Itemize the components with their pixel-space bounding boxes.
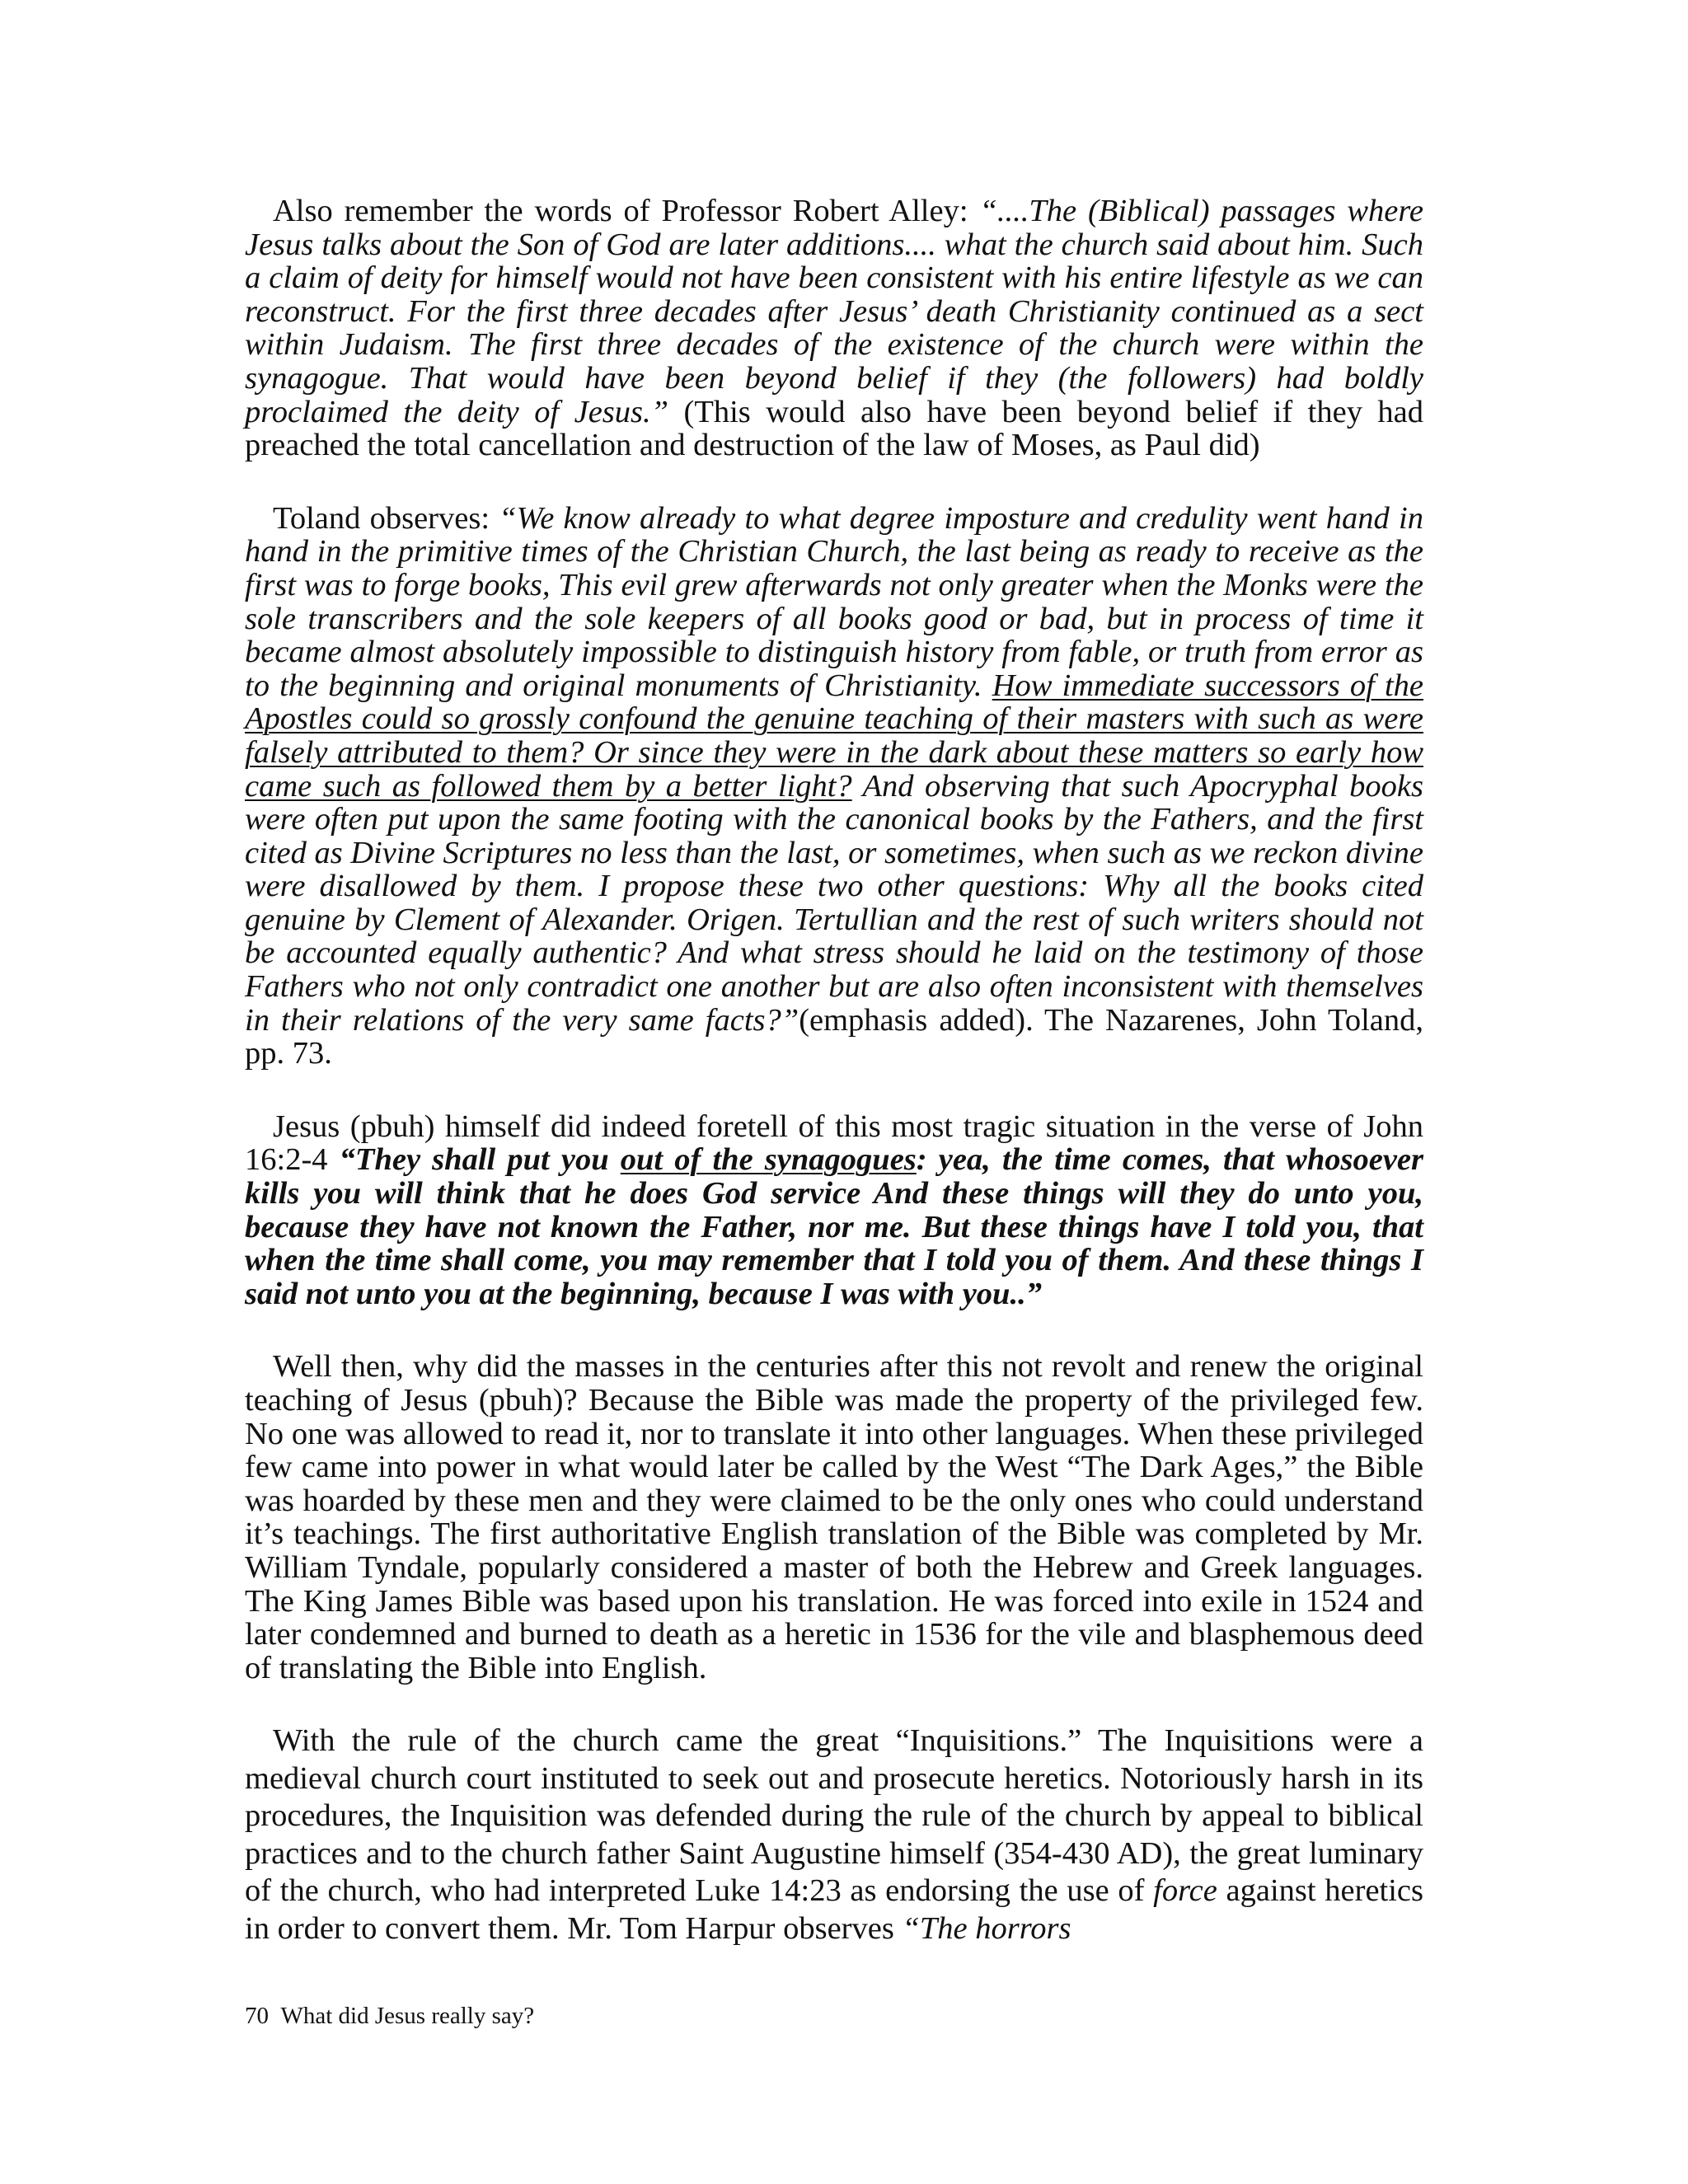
paragraph-john-verse bbox=[245, 1110, 1423, 1311]
page-body bbox=[245, 194, 1423, 1947]
book-title: What did Jesus really say? bbox=[280, 2003, 535, 2029]
inquisitions-text-2: against heretics in order to convert them. Mr. Tom Harpur observes bbox=[245, 1873, 1423, 1946]
paragraph-tyndale bbox=[245, 1350, 1423, 1685]
toland-quote-part-1: “We know already to what degree imposture and credulity went hand in hand in the primitive times of the Christian Church, the last being as ready to receive as the first was to forge books, This evil grew afterwards not only greater when the Monks were the sole transcribers and the sole keepers of all books good or bad, but in process of time it became almost absolutely impossible to distinguish history from fable, or truth from error as to the beginning and original monuments of Christianity. bbox=[245, 500, 1423, 703]
toland-quote-underlined: How immediate successors of the Apostles could so grossly confound the genuine teaching of their masters with such as were falsely attributed to them? Or since they were in the dark about these matters so early how came such as followed them by a better light? bbox=[245, 668, 1424, 804]
john-verse-part-1: “They shall put you bbox=[339, 1142, 621, 1178]
alley-quote: “....The (Biblical) passages where Jesus talks about the Son of God are later additions.... what the church said about him. Such a claim of deity for himself would not have been consistent with his entire lifestyle as we can reconstruct. For the first three decades after Jesus’ death Christianity continued as a sect within Judaism. The first three decades of the existence of the church were within the synagogue. That would have been beyond belief if they (the followers) had boldly proclaimed the deity of Jesus.” bbox=[245, 194, 1423, 429]
paragraph-toland-quote bbox=[245, 502, 1423, 1071]
toland-citation: (emphasis added). The Nazarenes, John Toland, pp. 73. bbox=[245, 1002, 1424, 1071]
john-intro: Jesus (pbuh) himself did indeed foretell of this most tragic situation in the verse of John 16:2-4 bbox=[245, 1108, 1423, 1178]
page-footer bbox=[245, 2003, 534, 2029]
inquisitions-text-1: With the rule of the church came the great “Inquisitions.” The Inquisitions were a medieval church court instituted to seek out and prosecute heretics. Notoriously harsh in its procedures, the Inquisition was defended during the rule of the church by appeal to biblical practices and to the church father Saint Augustine himself (354-430 AD), the great luminary of the church, who had interpreted Luke 14:23 as endorsing the use of bbox=[245, 1723, 1423, 1909]
harpur-quote-start: “The horrors bbox=[902, 1910, 1071, 1946]
toland-intro: Toland observes: bbox=[273, 500, 499, 536]
paragraph-inquisitions bbox=[245, 1722, 1423, 1947]
alley-commentary: (This would also have been beyond belief if they had preached the total cancellation and destruction of the law of Moses, as Paul did) bbox=[245, 394, 1424, 463]
page-number: 70 bbox=[245, 2003, 269, 2029]
john-verse-part-2: : yea, the time comes, that whosoever kills you will think that he does God service And these things will they do unto you, because they have not known the Father, nor me. But these things have I told you, that when the time shall come, you may remember that I told you of them. And these things I said not unto you at the beginning, because I was with you..” bbox=[245, 1142, 1423, 1311]
tyndale-text: Well then, why did the masses in the centuries after this not revolt and renew the original teaching of Jesus (pbuh)? Because the Bible was made the property of the privileged few. No one was allowed to read it, nor to translate it into other languages. When these privileged few came into power in what would later be called by the West “The Dark Ages,” the Bible was hoarded by these men and they were claimed to be the only ones who could understand it’s teachings. The first authoritative English translation of the Bible was completed by Mr. William Tyndale, popularly considered a master of both the Hebrew and Greek languages. The King James Bible was based upon his translation. He was forced into exile in 1524 and later condemned and burned to death as a heretic in 1536 for the vile and blasphemous deed of translating the Bible into English. bbox=[245, 1349, 1423, 1685]
toland-quote-part-2: And observing that such Apocryphal books were often put upon the same footing with the canonical books by the Fathers, and the first cited as Divine Scriptures no less than the last, or sometimes, when such as we reckon divine were disallowed by them. I propose these two other questions: Why all the books cited genuine by Clement of Alexander. Origen. Tertullian and the rest of such writers should not be accounted equally authentic? And what stress should he laid on the testimony of those Fathers who not only contradict one another but are also often inconsistent with themselves in their relations of the very same facts?” bbox=[245, 768, 1423, 1038]
alley-intro: Also remember the words of Professor Robert Alley: bbox=[273, 194, 980, 228]
john-verse-underlined: out of the synagogues bbox=[620, 1142, 917, 1178]
paragraph-alley-quote bbox=[245, 194, 1423, 462]
inquisitions-emphasis: force bbox=[1153, 1873, 1217, 1909]
